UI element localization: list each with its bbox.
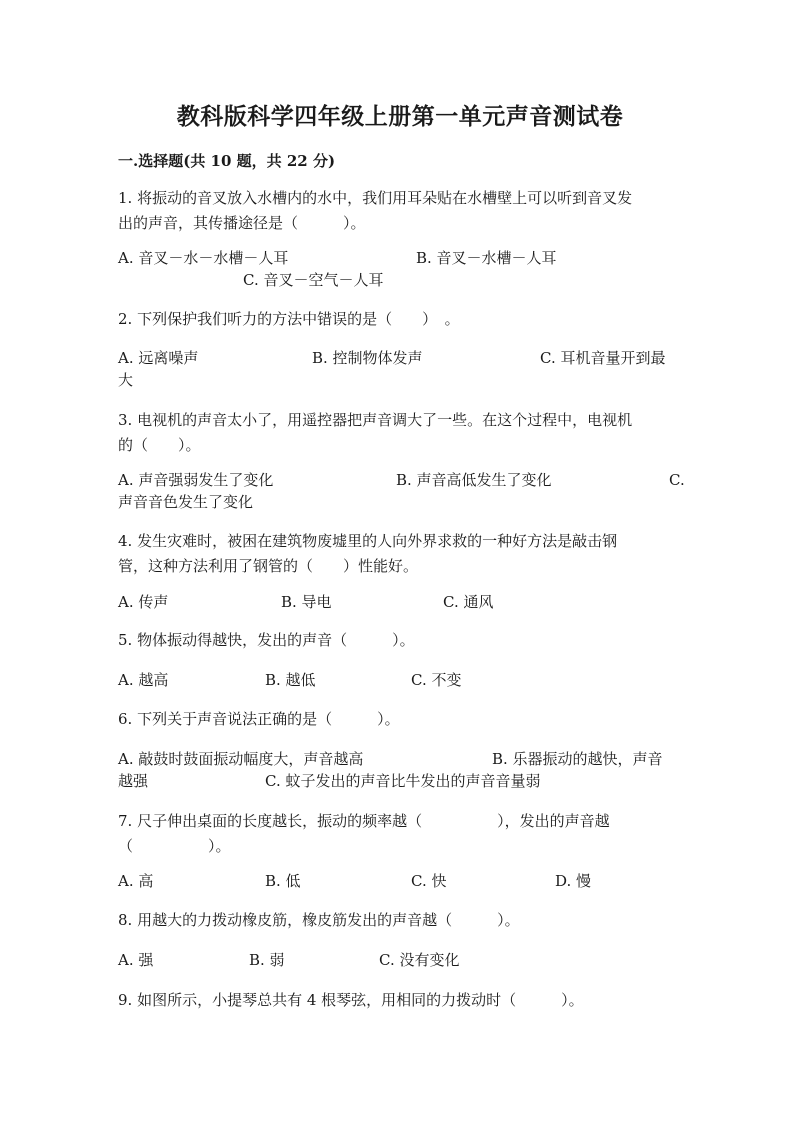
option-a: A. 远离噪声 xyxy=(118,349,199,367)
option-c: C. 蚊子发出的声音比牛发出的声音音量弱 xyxy=(265,772,541,790)
option-continuation: 大 xyxy=(118,371,134,389)
question-4 xyxy=(118,529,684,579)
option-a: A. 高 xyxy=(118,872,154,890)
option-c: C. 音叉－空气－人耳 xyxy=(243,271,384,289)
page-title: 教科版科学四年级上册第一单元声音测试卷 xyxy=(176,103,624,130)
question-text-line: 6. 下列关于声音说法正确的是（ ）。 xyxy=(118,710,400,728)
question-text-line: 2. 下列保护我们听力的方法中错误的是（ ） 。 xyxy=(118,310,460,328)
option-continuation: 声音音色发生了变化 xyxy=(118,493,254,511)
question-text-line: 7. 尺子伸出桌面的长度越长，振动的频率越（ ），发出的声音越 xyxy=(118,812,610,830)
option-a: A. 强 xyxy=(118,951,154,969)
option-c: C. 通风 xyxy=(443,593,494,611)
section-heading: 一.选择题(共 10 题，共 22 分) xyxy=(118,152,336,170)
option-b: B. 声音高低发生了变化 xyxy=(396,471,552,489)
option-b: B. 导电 xyxy=(281,593,332,611)
question-7 xyxy=(118,809,684,859)
option-c: C. xyxy=(669,471,685,489)
question-text-line: （ ）。 xyxy=(118,837,231,855)
question-text-line: 3. 电视机的声音太小了，用遥控器把声音调大了一些。在这个过程中，电视机 xyxy=(118,411,633,429)
question-6 xyxy=(118,707,684,732)
option-c: C. 快 xyxy=(411,872,447,890)
option-c: C. 不变 xyxy=(411,671,462,689)
option-d: D. 慢 xyxy=(555,872,592,890)
option-c: C. 没有变化 xyxy=(379,951,460,969)
option-continuation: 越强 xyxy=(118,772,149,790)
option-b: B. 控制物体发声 xyxy=(312,349,423,367)
option-a: A. 音叉－水－水槽－人耳 xyxy=(118,249,289,267)
question-1 xyxy=(118,186,684,236)
option-b: B. 越低 xyxy=(265,671,316,689)
option-a: A. 传声 xyxy=(118,593,169,611)
option-b: B. 乐器振动的越快，声音 xyxy=(492,750,663,768)
question-text-line: 出的声音，其传播途径是（ ）。 xyxy=(118,214,366,232)
question-text-line: 1. 将振动的音叉放入水槽内的水中，我们用耳朵贴在水槽壁上可以听到音叉发 xyxy=(118,189,633,207)
question-text-line: 5. 物体振动得越快，发出的声音（ ）。 xyxy=(118,631,415,649)
question-9 xyxy=(118,988,684,1013)
question-8 xyxy=(118,908,684,933)
option-b: B. 弱 xyxy=(249,951,285,969)
question-text-line: 8. 用越大的力拨动橡皮筋，橡皮筋发出的声音越（ ）。 xyxy=(118,911,520,929)
question-3 xyxy=(118,408,684,458)
question-text-line: 的（ ）。 xyxy=(118,436,201,454)
option-a: A. 敲鼓时鼓面振动幅度大，声音越高 xyxy=(118,750,364,768)
option-b: B. 低 xyxy=(265,872,301,890)
question-text-line: 4. 发生灾难时，被困在建筑物废墟里的人向外界求救的一种好方法是敲击钢 xyxy=(118,532,618,550)
question-text-line: 管，这种方法利用了钢管的（ ）性能好。 xyxy=(118,557,419,575)
option-a: A. 越高 xyxy=(118,671,169,689)
option-c: C. 耳机音量开到最 xyxy=(540,349,666,367)
question-text-line: 9. 如图所示，小提琴总共有 4 根琴弦，用相同的力拨动时（ ）。 xyxy=(118,991,584,1009)
question-2 xyxy=(118,307,684,332)
question-5 xyxy=(118,628,684,653)
option-a: A. 声音强弱发生了变化 xyxy=(118,471,274,489)
option-b: B. 音叉－水槽－人耳 xyxy=(416,249,557,267)
